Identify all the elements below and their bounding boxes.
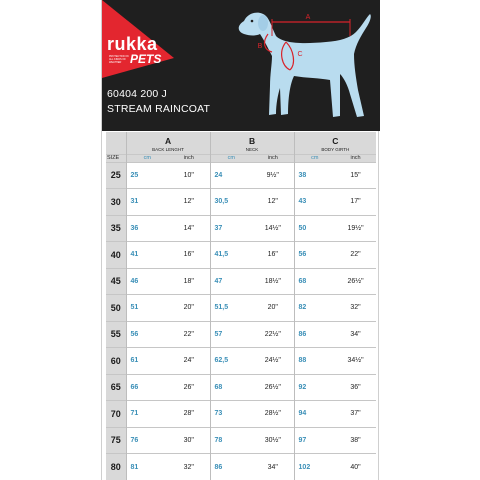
body-girth-cm-cell: 92 [294,374,335,401]
table-row [106,401,376,428]
back-length-cm-cell: 36 [126,215,168,242]
size-table-body [106,162,376,480]
group-letter: C [332,136,339,146]
dog-silhouette [239,13,371,117]
back-length-cm-cell: 51 [126,295,168,322]
back-length-cm-cell: 25 [126,162,168,189]
group-name: BACK LENGHT [152,147,184,152]
back-length-cm-cell: 31 [126,189,168,216]
neck-inch-cell: 24½" [252,348,294,375]
measure-label-b: B [257,43,263,50]
back-length-inch-cell: 10" [168,162,210,189]
back-length-inch-cell: 32" [168,454,210,480]
back-length-inch-cell: 18" [168,268,210,295]
body-girth-inch-cell: 34½" [335,348,376,375]
size-cell: 30 [106,189,126,216]
body-girth-inch-cell: 34" [335,321,376,348]
back-length-inch-cell: 26" [168,374,210,401]
body-girth-cm-cell: 50 [294,215,335,242]
body-girth-cm-cell: 68 [294,268,335,295]
group-name: NECK [245,147,259,152]
body-girth-inch-cell: 37" [335,401,376,428]
back-length-inch-cell: 14" [168,215,210,242]
table-row [106,348,376,375]
group-letter: A [164,136,172,146]
neck-inch-cell: 26½" [252,374,294,401]
size-cell: 60 [106,348,126,375]
group-header-b [210,132,294,154]
measure-label-c: C [297,51,303,58]
dog-ear [258,15,268,31]
back-length-inch-cell: 22" [168,321,210,348]
body-girth-cm-cell: 86 [294,321,335,348]
neck-inch-cell: 22½" [252,321,294,348]
size-cell: 75 [106,427,126,454]
neck-inch-cell: 12" [252,189,294,216]
unit-inch-header: inch [252,154,294,162]
size-cell: 45 [106,268,126,295]
table-row [106,215,376,242]
neck-cm-cell: 57 [210,321,252,348]
back-length-inch-cell: 24" [168,348,210,375]
back-length-inch-cell: 20" [168,295,210,322]
body-girth-cm-cell: 43 [294,189,335,216]
neck-cm-cell: 30,5 [210,189,252,216]
body-girth-inch-cell: 38" [335,427,376,454]
size-cell: 25 [106,162,126,189]
neck-cm-cell: 73 [210,401,252,428]
neck-inch-cell: 28½" [252,401,294,428]
neck-inch-cell: 9½" [252,162,294,189]
back-length-cm-cell: 66 [126,374,168,401]
body-girth-inch-cell: 19½" [335,215,376,242]
product-name: STREAM RAINCOAT [107,103,211,115]
neck-cm-cell: 78 [210,427,252,454]
size-chart-sheet [101,0,379,480]
size-header-spacer [106,132,126,154]
table-row [106,162,376,189]
body-girth-inch-cell: 15" [335,162,376,189]
neck-cm-cell: 47 [210,268,252,295]
back-length-cm-cell: 61 [126,348,168,375]
dog-measurement-diagram [230,4,380,128]
neck-inch-cell: 16" [252,242,294,269]
body-girth-cm-cell: 88 [294,348,335,375]
table-row [106,189,376,216]
back-length-inch-cell: 28" [168,401,210,428]
body-girth-inch-cell: 32" [335,295,376,322]
size-cell: 65 [106,374,126,401]
unit-cm-header: cm [294,154,335,162]
unit-inch-header: inch [335,154,376,162]
unit-cm-header: cm [210,154,252,162]
size-cell: 35 [106,215,126,242]
table-row [106,374,376,401]
group-header-row [106,132,376,154]
body-girth-cm-cell: 102 [294,454,335,480]
neck-inch-cell: 34" [252,454,294,480]
back-length-inch-cell: 16" [168,242,210,269]
body-girth-cm-cell: 56 [294,242,335,269]
size-cell: 40 [106,242,126,269]
neck-inch-cell: 18½" [252,268,294,295]
back-length-cm-cell: 41 [126,242,168,269]
brand-name: rukka [107,34,158,54]
body-girth-inch-cell: 40" [335,454,376,480]
size-cell: 50 [106,295,126,322]
back-length-cm-cell: 71 [126,401,168,428]
neck-inch-cell: 14½" [252,215,294,242]
neck-cm-cell: 62,5 [210,348,252,375]
size-cell: 55 [106,321,126,348]
table-row [106,321,376,348]
back-length-cm-cell: 81 [126,454,168,480]
neck-cm-cell: 86 [210,454,252,480]
table-row [106,454,376,480]
size-cell: 70 [106,401,126,428]
back-length-inch-cell: 12" [168,189,210,216]
neck-cm-cell: 68 [210,374,252,401]
unit-inch-header: inch [168,154,210,162]
back-length-cm-cell: 56 [126,321,168,348]
body-girth-cm-cell: 97 [294,427,335,454]
unit-cm-header: cm [126,154,168,162]
neck-cm-cell: 51,5 [210,295,252,322]
measure-label-a: A [305,14,311,21]
size-table [106,132,376,480]
body-girth-cm-cell: 94 [294,401,335,428]
group-name: BODY GIRTH [321,147,350,152]
neck-cm-cell: 37 [210,215,252,242]
table-row [106,295,376,322]
size-column-header: SIZE [106,154,126,162]
back-length-inch-cell: 30" [168,427,210,454]
brand-subname: PETS [130,52,162,66]
table-row [106,242,376,269]
unit-header-row [106,154,376,162]
product-code: 60404 200 J [107,88,168,100]
table-row [106,427,376,454]
back-length-cm-cell: 46 [126,268,168,295]
neck-inch-cell: 20" [252,295,294,322]
neck-inch-cell: 30½" [252,427,294,454]
back-length-cm-cell: 76 [126,427,168,454]
body-girth-inch-cell: 17" [335,189,376,216]
brand-tagline: PROTECTION IN ALL KINDS OF WEATHER [109,55,129,64]
body-girth-inch-cell: 36" [335,374,376,401]
dog-eye [251,20,254,23]
group-header-a [126,132,210,154]
size-table-wrap [106,132,376,480]
neck-cm-cell: 41,5 [210,242,252,269]
size-cell: 80 [106,454,126,480]
table-row [106,268,376,295]
header-banner [102,0,380,131]
body-girth-inch-cell: 22" [335,242,376,269]
body-girth-inch-cell: 26½" [335,268,376,295]
group-header-c [294,132,376,154]
neck-cm-cell: 24 [210,162,252,189]
body-girth-cm-cell: 38 [294,162,335,189]
group-letter: B [248,136,256,146]
body-girth-cm-cell: 82 [294,295,335,322]
